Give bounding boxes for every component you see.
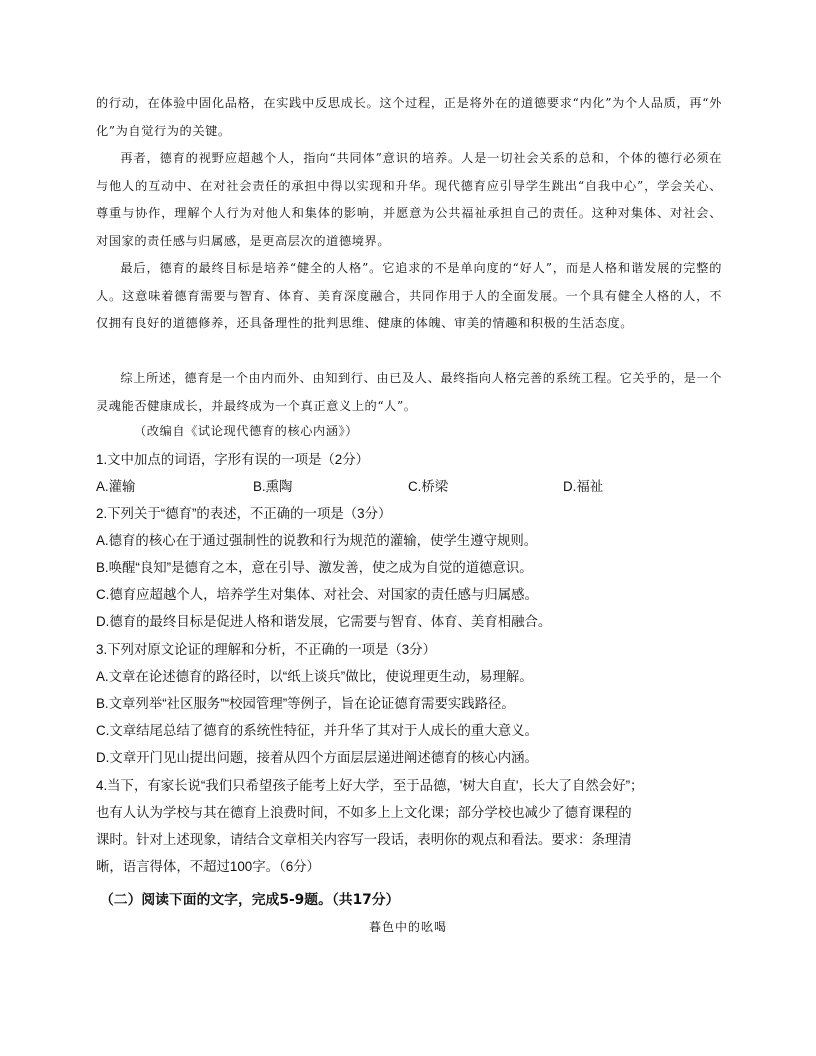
question-2-option-a: A.德育的核心在于通过强制性的说教和行为规范的灌输，使学生遵守规则。 bbox=[96, 533, 538, 548]
question-3-stem: 3.下列对原文论证的理解和分析，不正确的一项是（3分） bbox=[96, 642, 436, 657]
section-2-subtitle: 暮色中的吆喝 bbox=[368, 920, 447, 934]
question-2-option-b: B.唤醒“良知”是德育之本，意在引导、激发善，使之成为自觉的道德意识。 bbox=[96, 560, 533, 575]
question-4-line-3: 课时。针对上述现象，请结合文章相关内容写一段话，表明你的观点和看法。要求：条理清 bbox=[96, 832, 632, 847]
question-1-option-d: D.福祉 bbox=[563, 479, 604, 494]
question-2-stem: 2.下列关于“德育”的表述，不正确的一项是（3分） bbox=[96, 506, 392, 521]
question-3-option-d: D.文章开门见山提出问题，接着从四个方面层层递进阐述德育的核心内涵。 bbox=[96, 750, 538, 765]
question-1-option-b: B.熏陶 bbox=[253, 479, 293, 494]
question-1-option-a: A.灌输 bbox=[96, 479, 136, 494]
question-4-line-4: 晰，语言得体，不超过100字。（6分） bbox=[96, 859, 320, 874]
question-4-line-1: 4.当下，有家长说“我们只希望孩子能考上好大学，至于品德，'树大自直'，长大了自然会好”； bbox=[96, 778, 644, 793]
question-3-option-c: C.文章结尾总结了德育的系统性特征，并升华了其对于人成长的重大意义。 bbox=[96, 723, 538, 738]
question-1-option-c: C.桥梁 bbox=[408, 479, 449, 494]
question-3-option-b: B.文章列举“社区服务”“校园管理”等例子，旨在论证德育需要实践路径。 bbox=[96, 696, 515, 711]
question-1-stem: 1.文中加点的词语，字形有误的一项是（2分） bbox=[96, 452, 370, 467]
question-4-line-2: 也有人认为学校与其在德育上浪费时间，不如多上上文化课；部分学校也减少了德育课程的 bbox=[96, 805, 632, 820]
passage-paragraph-1: 的行动，在体验中固化品格，在实践中反思成长。这个过程，正是将外在的道德要求“内化”为个人品质，再“外化”为自觉行为的关键。 bbox=[96, 96, 722, 138]
passage-source: （改编自《试论现代德育的核心内涵》） bbox=[134, 424, 359, 438]
question-2-option-d: D.德育的最终目标是促进人格和谐发展，它需要与智育、体育、美育相融合。 bbox=[96, 614, 552, 629]
question-2-option-c: C.德育应超越个人，培养学生对集体、对社会、对国家的责任感与归属感。 bbox=[96, 587, 538, 602]
passage-paragraph-4: 综上所述，德育是一个由内而外、由知到行、由已及人、最终指向人格完善的系统工程。它关乎的，是一个灵魂能否健康成长，并最终成为一个真正意义上的“人”。 bbox=[96, 371, 722, 413]
section-2-heading: （二）阅读下面的文字，完成5-9题。（共17分） bbox=[100, 892, 400, 908]
question-3-option-a: A.文章在论述德育的路径时，以“纸上谈兵”做比，使说理更生动，易理解。 bbox=[96, 669, 533, 684]
passage-paragraph-2: 再者，德育的视野应超越个人，指向“共同体”意识的培养。人是一切社会关系的总和，个体的德行必须在与他人的互动中、在对社会责任的承担中得以实现和升华。现代德育应引导学生跳出“自我中心”，学会关心、尊重与协作，理解个人行为对他人和集体的影响，并愿意为公共福祉承担自己的责任。这种对集体、对社会、对国家的责任感与归属感，是更高层次的道德境界。 bbox=[96, 151, 722, 248]
question-1-options bbox=[96, 473, 722, 500]
passage-paragraph-3: 最后，德育的最终目标是培养“健全的人格”。它追求的不是单向度的“好人”，而是人格和谐发展的完整的人。这意味着德育需要与智育、体育、美育深度融合，共同作用于人的全面发展。一个具有健全人格的人，不仅拥有良好的道德修养，还具备理性的批判思维、健康的体魄、审美的情趣和积极的生活态度。 bbox=[96, 261, 722, 330]
